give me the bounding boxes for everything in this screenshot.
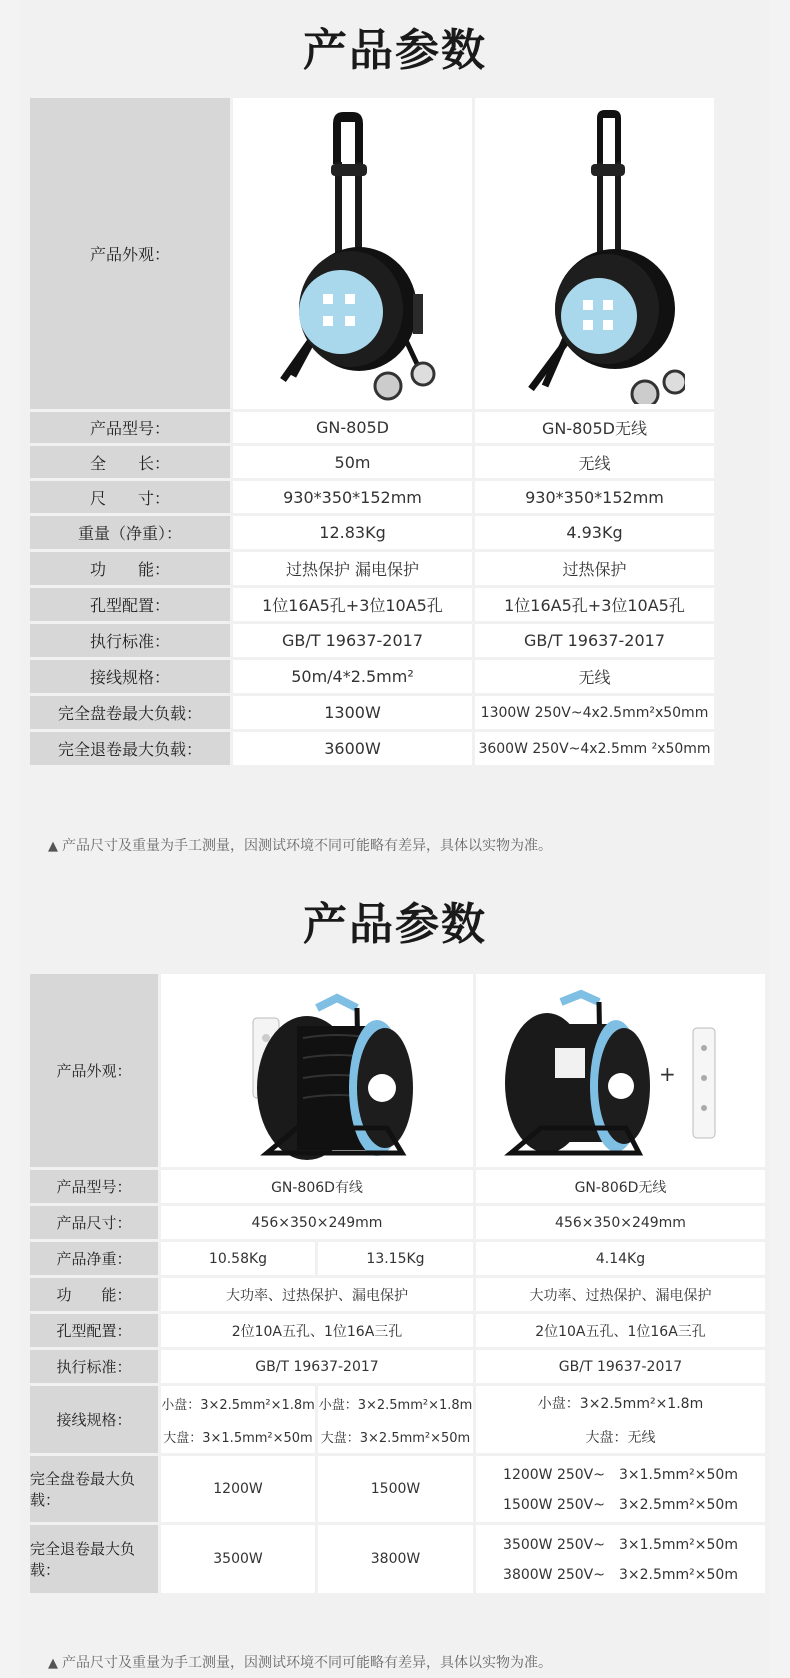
row-label: 完全退卷最大负载： [30, 1525, 158, 1593]
cell-value [476, 1456, 765, 1522]
plus-sign: + [658, 1062, 676, 1086]
product-spec-page [20, 0, 770, 1678]
cell-value: 大功率、过热保护、漏电保护 [476, 1278, 765, 1311]
wire-spec-large: 大盘：无线 [585, 1429, 656, 1446]
cell-value: 3600W [233, 732, 472, 765]
disclaimer-note [48, 1652, 552, 1672]
table-row [30, 624, 765, 657]
cell-value: 2位10A五孔、1位16A三孔 [476, 1314, 765, 1347]
row-label: 产品型号： [30, 412, 230, 443]
cell-value [318, 1386, 473, 1453]
load-spec: 3800W 250V~ 3×2.5mm²×50m [503, 1567, 738, 1583]
row-label: 全 长： [30, 446, 230, 478]
cell-value: 过热保护 [475, 552, 714, 585]
table-row [30, 98, 765, 409]
load-spec: 3500W 250V~ 3×1.5mm²×50m [503, 1537, 738, 1553]
cell-value: 1位16A5孔+3位10A5孔 [233, 588, 472, 621]
disclaimer-text: 产品尺寸及重量为手工测量，因测试环境不同可能略有差异，具体以实物为准。 [62, 1655, 552, 1671]
table-row [30, 481, 765, 513]
row-label: 重量（净重）： [30, 516, 230, 549]
cell-value: 930*350*152mm [475, 481, 714, 513]
cell-value: 50m/4*2.5mm² [233, 660, 472, 693]
cell-value: 3600W 250V~4x2.5mm ²x50mm [475, 732, 714, 765]
cell-value: 大功率、过热保护、漏电保护 [161, 1278, 473, 1311]
section2-title: 产品参数 [303, 899, 487, 950]
row-label: 产品外观： [30, 974, 158, 1167]
row-label: 产品型号： [30, 1170, 158, 1203]
section1-title: 产品参数 [303, 25, 487, 76]
table-row [30, 660, 765, 693]
wire-spec-small: 小盘：3×2.5mm²×1.8m [318, 1397, 473, 1413]
table-row [30, 412, 765, 443]
cell-value: 1200W [161, 1456, 315, 1522]
table-row [30, 974, 765, 1167]
wire-spec-small: 小盘：3×2.5mm²×1.8m [537, 1395, 704, 1412]
table-row [30, 1206, 765, 1239]
cell-value: 1300W [233, 696, 472, 729]
cell-value: 13.15Kg [318, 1242, 473, 1275]
cell-value [476, 1525, 765, 1593]
load-spec: 1200W 250V~ 3×1.5mm²×50m [503, 1467, 738, 1483]
cell-value: 456×350×249mm [161, 1206, 473, 1239]
cell-value: 2位10A五孔、1位16A三孔 [161, 1314, 473, 1347]
cell-value: 1500W [318, 1456, 473, 1522]
cell-value: 930*350*152mm [233, 481, 472, 513]
cable-reel-trolley-image [263, 104, 443, 404]
product-image-gn805d-wireless [475, 98, 714, 409]
cell-value: GN-805D [233, 412, 472, 443]
row-label: 完全盘卷最大负载： [30, 696, 230, 729]
cell-value: 无线 [475, 446, 714, 478]
row-label: 执行标准： [30, 1350, 158, 1383]
cell-value: 无线 [475, 660, 714, 693]
cell-value [161, 1386, 315, 1453]
cell-value: GB/T 19637-2017 [233, 624, 472, 657]
row-label: 功 能： [30, 1278, 158, 1311]
row-label: 执行标准： [30, 624, 230, 657]
disclaimer-text: 产品尺寸及重量为手工测量，因测试环境不同可能略有差异，具体以实物为准。 [62, 838, 552, 854]
row-label: 孔型配置： [30, 588, 230, 621]
table-row [30, 1456, 765, 1522]
table-row [30, 446, 765, 478]
cell-value: 3500W [161, 1525, 315, 1593]
cell-value: 1位16A5孔+3位10A5孔 [475, 588, 714, 621]
row-label: 功 能： [30, 552, 230, 585]
table-row [30, 732, 765, 765]
cell-value: 过热保护 漏电保护 [233, 552, 472, 585]
cell-value: 10.58Kg [161, 1242, 315, 1275]
load-spec: 1500W 250V~ 3×2.5mm²×50m [503, 1497, 738, 1513]
cell-value: GN-806D有线 [161, 1170, 473, 1203]
cell-value: 456×350×249mm [476, 1206, 765, 1239]
row-label: 孔型配置： [30, 1314, 158, 1347]
cable-reel-image [481, 978, 761, 1163]
cell-value: GN-806D无线 [476, 1170, 765, 1203]
wire-spec-large: 大盘：3×1.5mm²×50m [163, 1430, 313, 1446]
table-row [30, 552, 765, 585]
table-row [30, 588, 765, 621]
cell-value: GB/T 19637-2017 [161, 1350, 473, 1383]
row-label: 产品净重： [30, 1242, 158, 1275]
cell-value: 3800W [318, 1525, 473, 1593]
warning-icon: ▲ [48, 1656, 58, 1671]
product-image-gn806d-wireless [476, 974, 765, 1167]
table-row [30, 1525, 765, 1593]
cell-value: 1300W 250V~4x2.5mm²x50mm [475, 696, 714, 729]
cell-value: GB/T 19637-2017 [475, 624, 714, 657]
table-row [30, 1386, 765, 1453]
cell-value: GN-805D无线 [475, 412, 714, 443]
table-row [30, 516, 765, 549]
row-label: 产品尺寸： [30, 1206, 158, 1239]
cell-value: GB/T 19637-2017 [476, 1350, 765, 1383]
table-row [30, 1242, 765, 1275]
row-label: 完全盘卷最大负载： [30, 1456, 158, 1522]
table-row [30, 1278, 765, 1311]
product-image-gn806d-wired [161, 974, 473, 1167]
row-label: 产品外观： [30, 98, 230, 409]
cell-value: 4.14Kg [476, 1242, 765, 1275]
cell-value [476, 1386, 765, 1453]
cell-value: 4.93Kg [475, 516, 714, 549]
disclaimer-note [48, 835, 552, 855]
wire-spec-small: 小盘：3×2.5mm²×1.8m [161, 1397, 315, 1413]
wire-spec-large: 大盘：3×2.5mm²×50m [320, 1430, 471, 1446]
cable-reel-trolley-image [505, 104, 685, 404]
product-image-gn805d [233, 98, 472, 409]
row-label: 尺 寸： [30, 481, 230, 513]
table-row [30, 1350, 765, 1383]
row-label: 完全退卷最大负载： [30, 732, 230, 765]
cell-value: 12.83Kg [233, 516, 472, 549]
row-label: 接线规格： [30, 1386, 158, 1453]
table-row [30, 696, 765, 729]
cable-reel-image [187, 978, 447, 1163]
table-row [30, 1170, 765, 1203]
table-row [30, 1314, 765, 1347]
cell-value: 50m [233, 446, 472, 478]
warning-icon: ▲ [48, 839, 58, 854]
row-label: 接线规格： [30, 660, 230, 693]
